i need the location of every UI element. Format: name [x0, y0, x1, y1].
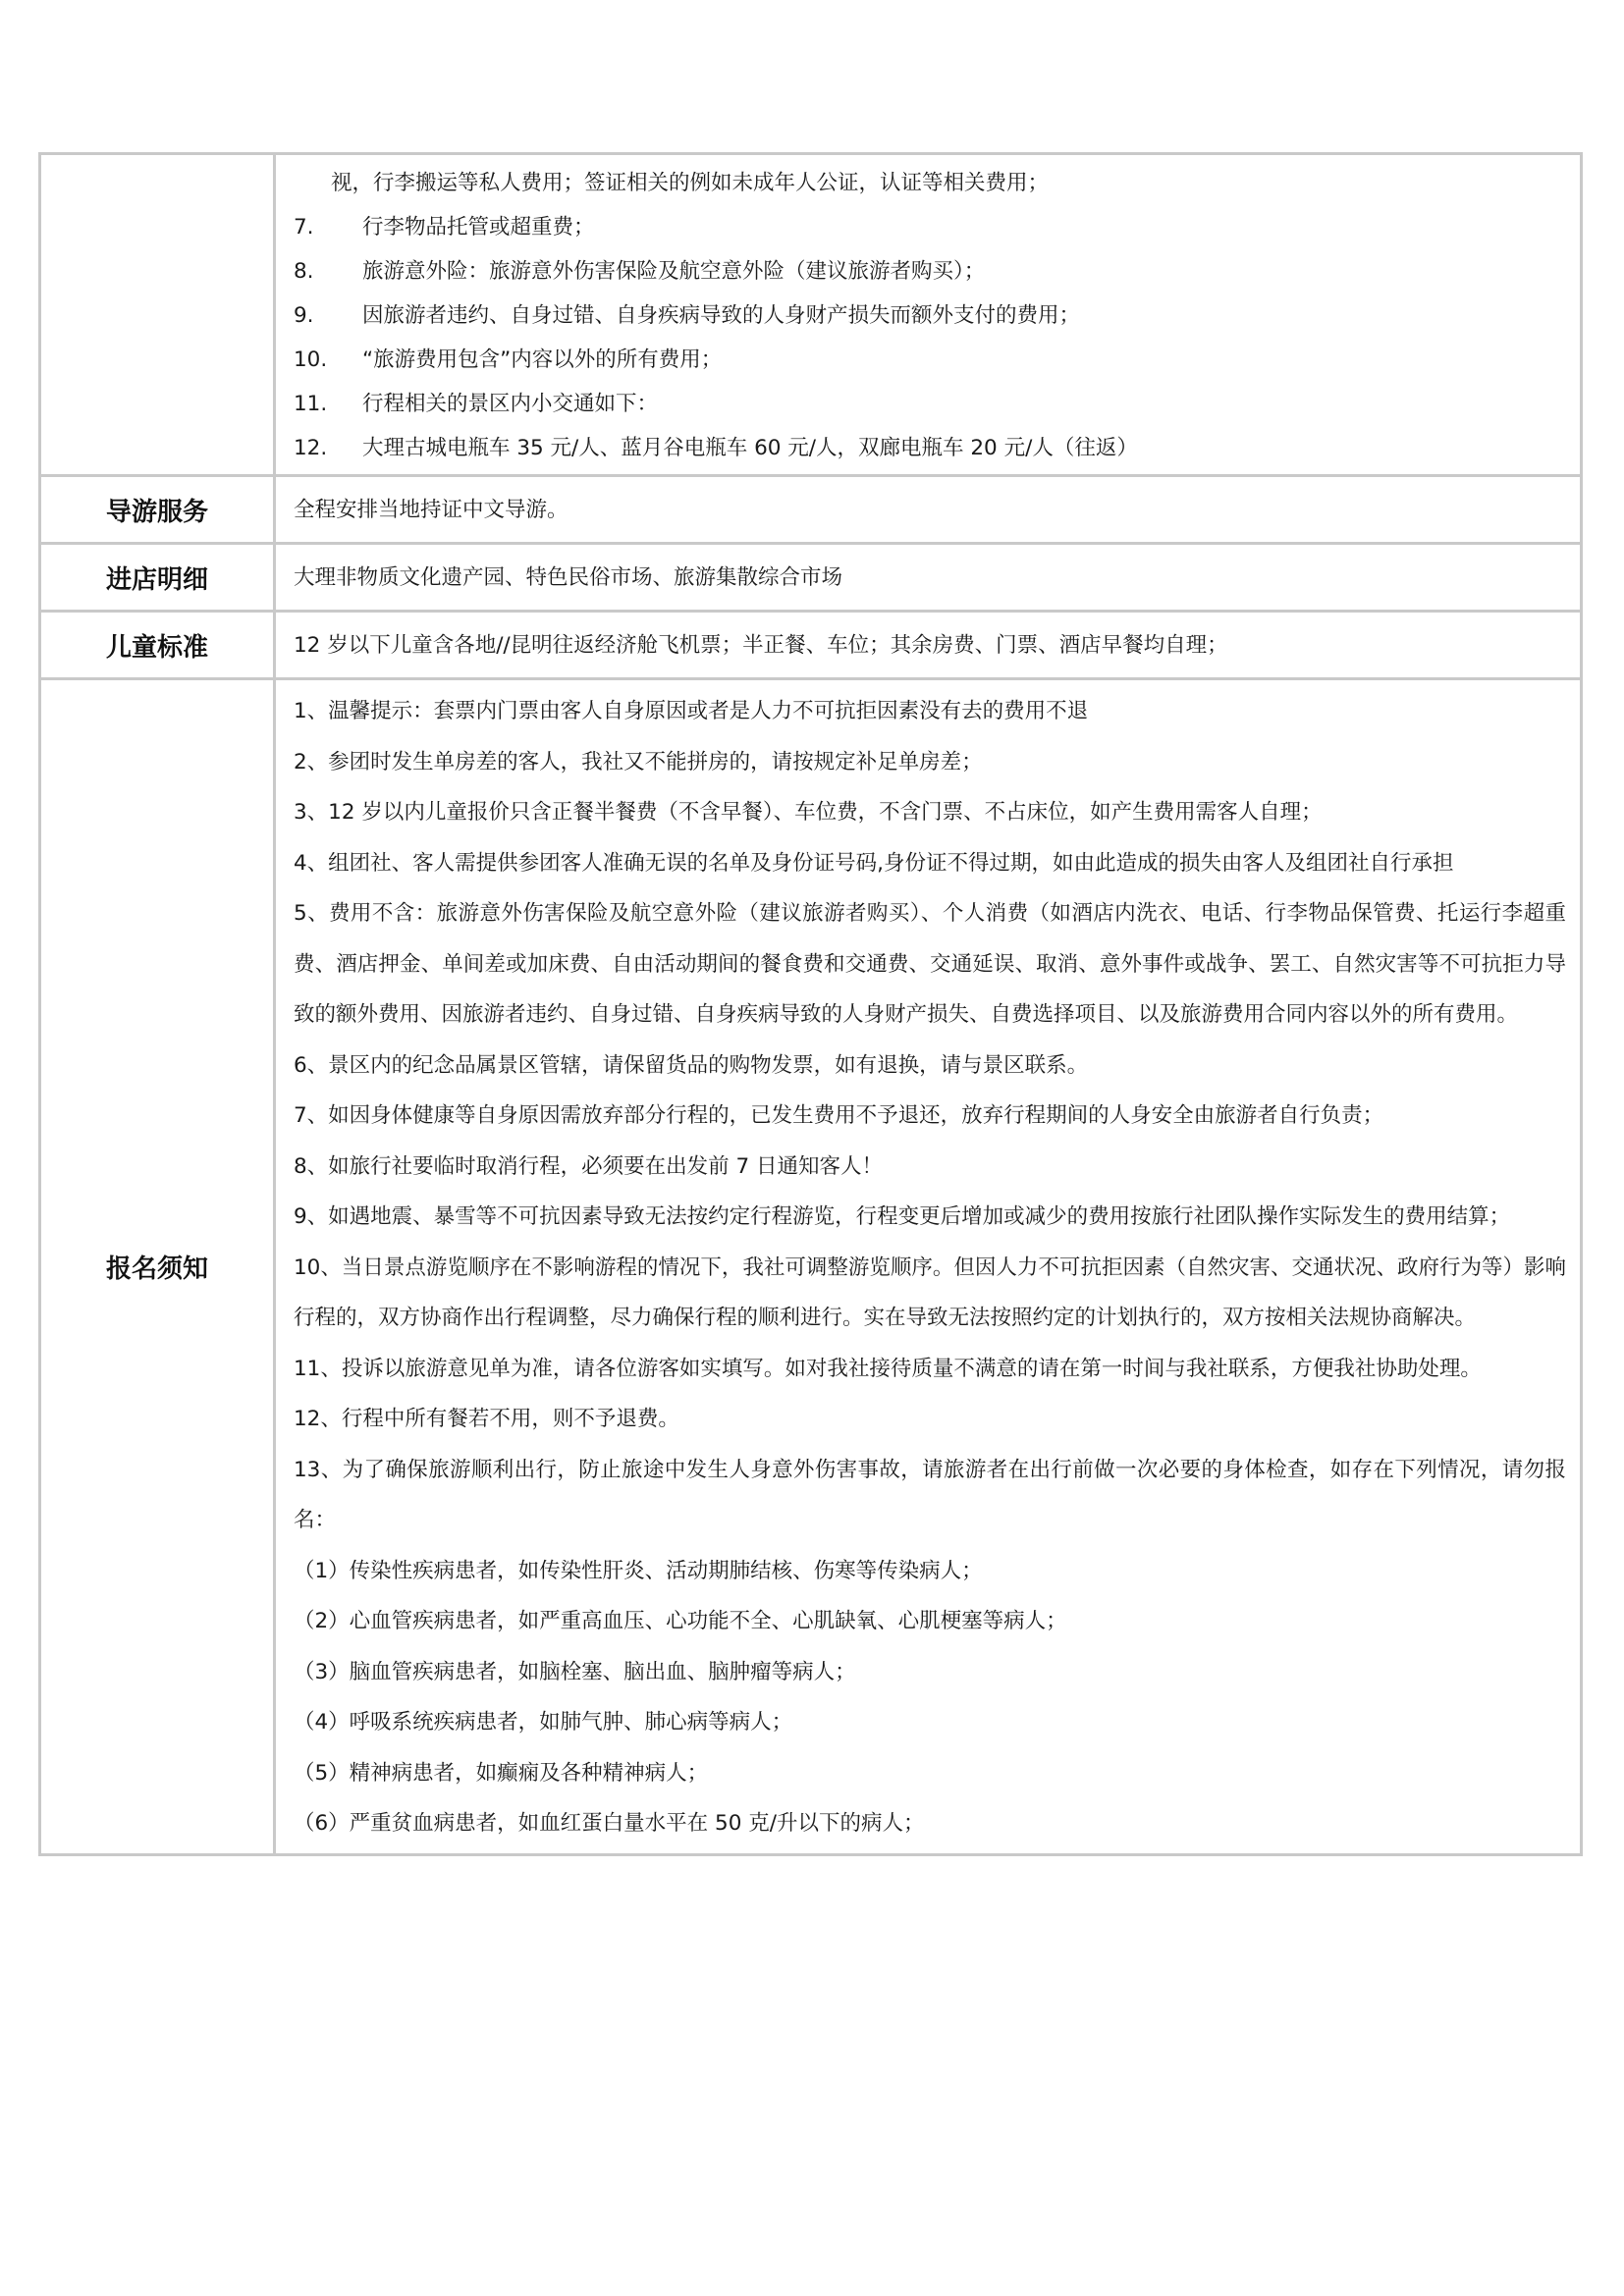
shop-details-label: 进店明细 [40, 544, 275, 612]
fee-line-number: 11. [294, 392, 328, 416]
fee-line-number: 12. [294, 436, 328, 460]
registration-note-item: 13、为了确保旅游顺利出行，防止旅途中发生人身意外伤害事故，请旅游者在出行前做一次必要的身体检查，如存在下列情况，请勿报名： [294, 1457, 1566, 1532]
registration-notes-label: 报名须知 [40, 679, 275, 1855]
registration-note-item: 8、如旅行社要临时取消行程，必须要在出发前 7 日通知客人！ [294, 1153, 884, 1179]
shop-details-text: 大理非物质文化遗产园、特色民俗市场、旅游集散综合市场 [294, 565, 843, 590]
guide-service-label: 导游服务 [40, 476, 275, 544]
fee-line [294, 205, 1566, 249]
registration-note-item: 1、温馨提示：套票内门票由客人自身原因或者是人力不可抗拒因素没有去的费用不退 [294, 699, 1089, 723]
fee-line [294, 382, 1566, 426]
registration-note-item: （2）心血管疾病患者，如严重高血压、心功能不全、心肌缺氧、心肌梗塞等病人； [294, 1609, 1067, 1633]
fee-line-text: 因旅游者违约、自身过错、自身疾病导致的人身财产损失而额外支付的费用； [362, 303, 1081, 328]
fee-line-number: 9. [294, 303, 314, 328]
fee-line [294, 426, 1566, 470]
fee-line-text: 行李物品托管或超重费； [362, 215, 595, 240]
fee-line [294, 249, 1566, 294]
registration-note-item: （4）呼吸系统疾病患者，如肺气肿、肺心病等病人； [294, 1710, 793, 1735]
fees-excluded-row [40, 154, 1582, 476]
fee-line-number: 10. [294, 347, 328, 372]
fee-line [294, 161, 1566, 205]
registration-note-item: 12、行程中所有餐若不用，则不予退费。 [294, 1407, 679, 1431]
registration-note-item: （5）精神病患者，如癫痫及各种精神病人； [294, 1760, 709, 1786]
fee-line-text: 视，行李搬运等私人费用；签证相关的例如未成年人公证，认证等相关费用； [331, 171, 1050, 195]
registration-note-item: 3、12 岁以内儿童报价只含正餐半餐费（不含早餐）、车位费，不含门票、不占床位，如产生费用需客人自理； [294, 800, 1323, 825]
child-standard-text: 12 岁以下儿童含各地//昆明往返经济舱飞机票；半正餐、车位；其余房费、门票、酒店早餐均自理； [294, 633, 1228, 658]
registration-note-item: （6）严重贫血病患者，如血红蛋白量水平在 50 克/升以下的病人； [294, 1811, 925, 1836]
fees-excluded-label-cell [40, 154, 275, 476]
registration-note-item: 4、组团社、客人需提供参团客人准确无误的名单及身份证号码,身份证不得过期，如由此造成的损失由客人及组团社自行承担 [294, 850, 1454, 876]
registration-note-item: 7、如因身体健康等自身原因需放弃部分行程的，已发生费用不予退还，放弃行程期间的人身安全由旅游者自行负责； [294, 1103, 1384, 1128]
registration-note-item: 11、投诉以旅游意见单为准，请各位游客如实填写。如对我社接待质量不满意的请在第一时间与我社联系，方便我社协助处理。 [294, 1356, 1482, 1381]
fee-line [294, 294, 1566, 338]
registration-notes-content [275, 679, 1582, 1855]
registration-note-item: 6、景区内的纪念品属景区管辖，请保留货品的购物发票，如有退换，请与景区联系。 [294, 1052, 1089, 1078]
itinerary-table [38, 152, 1583, 1856]
fee-line [294, 338, 1566, 382]
fee-line-number: 8. [294, 259, 314, 284]
registration-notes-row [40, 679, 1582, 1855]
fee-line-text: 行程相关的景区内小交通如下： [362, 392, 659, 416]
registration-note-item: （1）传染性疾病患者，如传染性肝炎、活动期肺结核、伤寒等传染病人； [294, 1558, 983, 1583]
fee-line-text: “旅游费用包含”内容以外的所有费用； [362, 347, 723, 372]
registration-note-item: 2、参团时发生单房差的客人，我社又不能拼房的，请按规定补足单房差； [294, 749, 983, 774]
fee-line-text: 旅游意外险：旅游意外伤害保险及航空意外险（建议旅游者购买）； [362, 259, 986, 284]
fee-line-text: 大理古城电瓶车 35 元/人、蓝月谷电瓶车 60 元/人，双廊电瓶车 20 元/人（往返） [362, 436, 1138, 460]
guide-service-row [40, 476, 1582, 544]
fee-line-number: 7. [294, 215, 314, 240]
guide-service-text: 全程安排当地持证中文导游。 [294, 498, 568, 522]
child-standard-row [40, 612, 1582, 679]
guide-service-value [275, 476, 1582, 544]
shop-details-row [40, 544, 1582, 612]
fees-excluded-content [275, 154, 1582, 476]
registration-note-item: （3）脑血管疾病患者，如脑栓塞、脑出血、脑肿瘤等病人； [294, 1659, 856, 1684]
registration-note-item: 10、当日景点游览顺序在不影响游程的情况下，我社可调整游览顺序。但因人力不可抗拒因素（自然灾害、交通状况、政府行为等）影响行程的，双方协商作出行程调整，尽力确保行程的顺利进行。实在导致无法按照约定的计划执行的，双方按相关法规协商解决。 [294, 1255, 1566, 1330]
child-standard-label: 儿童标准 [40, 612, 275, 679]
shop-details-value [275, 544, 1582, 612]
registration-note-item: 9、如遇地震、暴雪等不可抗因素导致无法按约定行程游览，行程变更后增加或减少的费用按旅行社团队操作实际发生的费用结算； [294, 1204, 1511, 1229]
child-standard-value [275, 612, 1582, 679]
registration-note-item: 5、费用不含：旅游意外伤害保险及航空意外险（建议旅游者购买）、个人消费（如酒店内洗衣、电话、行李物品保管费、托运行李超重费、酒店押金、单间差或加床费、自由活动期间的餐食费和交通费、交通延误、取消、意外事件或战争、罢工、自然灾害等不可抗拒力导致的额外费用、因旅游者违约、自身过错、自身疾病导致的人身财产损失、自费选择项目、以及旅游费用合同内容以外的所有费用。 [294, 901, 1566, 1027]
